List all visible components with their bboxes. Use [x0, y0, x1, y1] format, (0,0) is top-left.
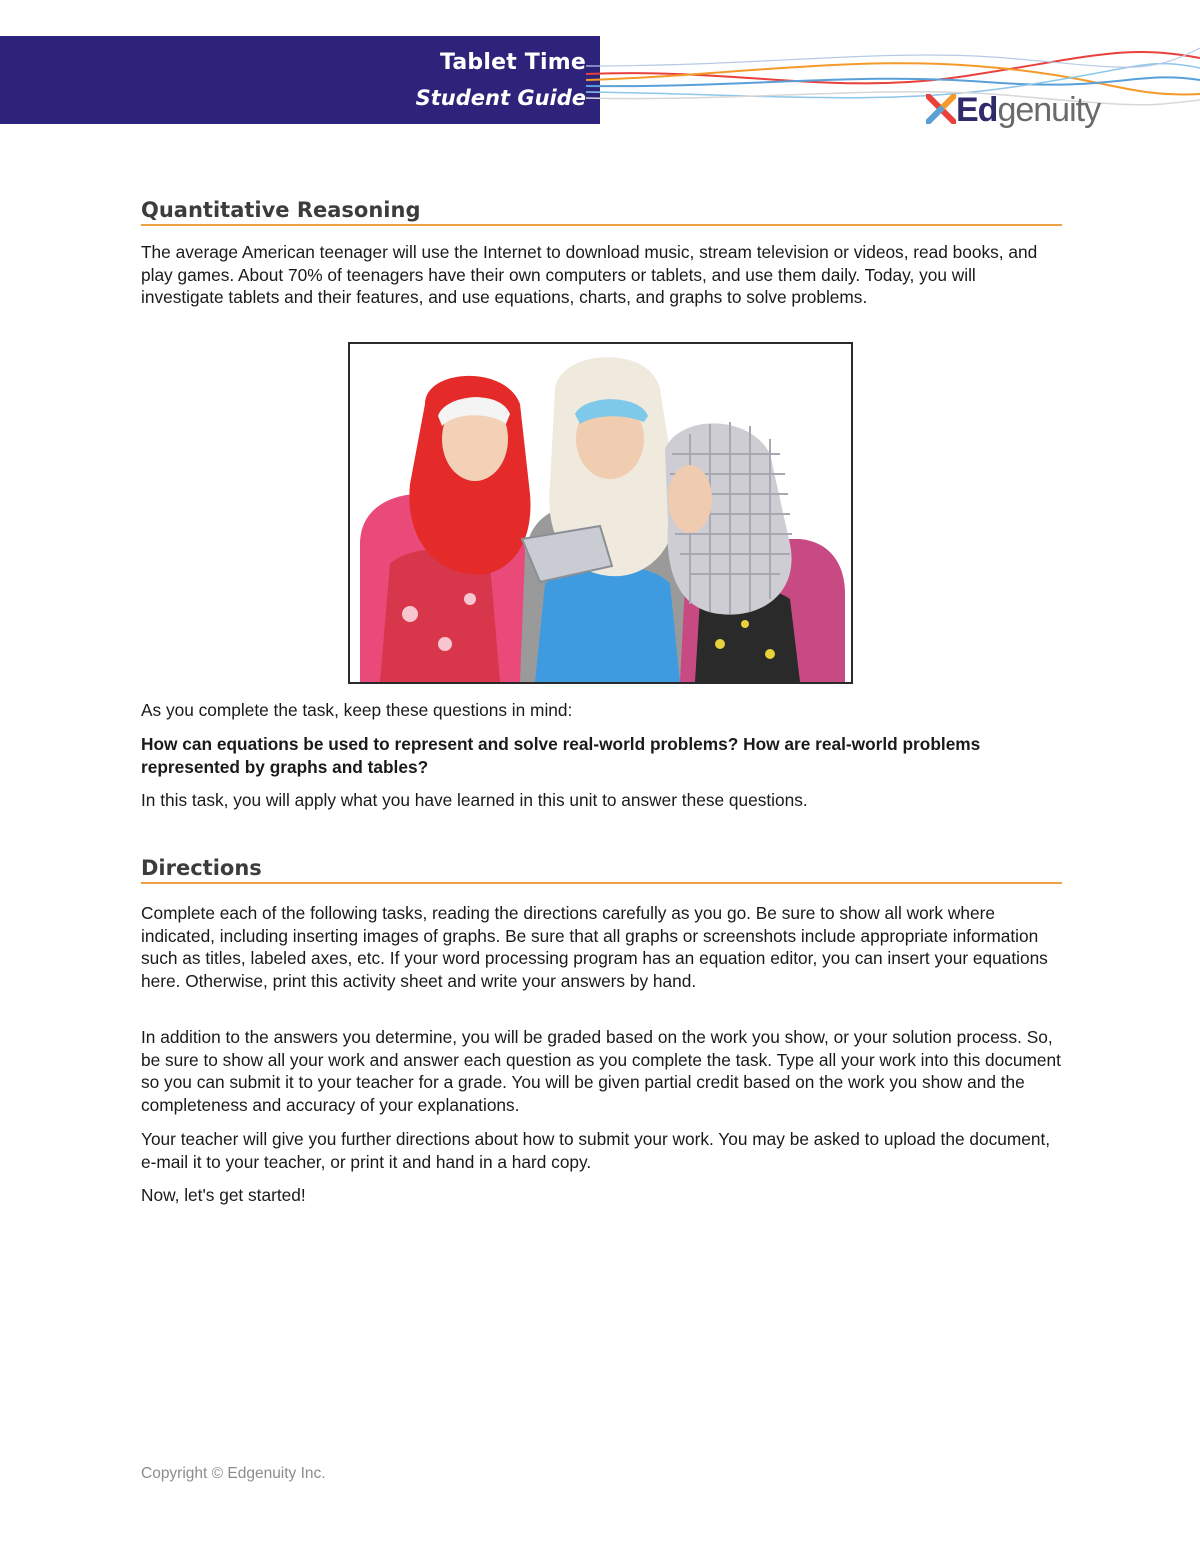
questions-lead: As you complete the task, keep these questions in mind: — [141, 700, 573, 720]
edgenuity-logo — [926, 90, 1101, 130]
document-title: Tablet Time — [440, 50, 586, 75]
document-subtitle: Student Guide — [415, 86, 586, 110]
apply-statement: In this task, you will apply what you have learned in this unit to answer these questions. — [141, 790, 808, 810]
guiding-questions: How can equations be used to represent and solve real-world problems? How are real-world problems represented by graphs and tables? — [141, 734, 981, 777]
directions-paragraph-3: Your teacher will give you further directions about how to submit your work. You may be asked to upload the document, e-mail it to your teacher, or print it and hand in a hard copy. — [141, 1129, 1051, 1172]
copyright-footer: Copyright © Edgenuity Inc. — [141, 1465, 326, 1482]
section-heading-quantitative-reasoning: Quantitative Reasoning — [141, 198, 1062, 226]
decorative-wave-lines — [586, 36, 1200, 116]
students-with-tablet-photo — [348, 342, 853, 684]
directions-paragraph-2: In addition to the answers you determine, you will be graded based on the work you show, or your solution process. So, be sure to show all your work and answer each question as you complete the task. Type all your work into this document so you can submit it to your teacher for a grade. You will be given partial credit based on the work you show and the completeness and accuracy of your explanations. — [141, 1027, 1061, 1116]
edgenuity-x-icon — [926, 94, 956, 124]
header-banner — [0, 36, 600, 124]
directions-paragraph-4: Now, let's get started! — [141, 1185, 306, 1205]
photo-illustration — [350, 344, 851, 682]
intro-paragraph: The average American teenager will use the Internet to download music, stream television or videos, read books, and play games. About 70% of teenagers have their own computers or tablets, and use them daily. Today, you will investigate tablets and their features, and use equations, charts, and graphs to solve problems. — [141, 242, 1038, 308]
section-heading-directions: Directions — [141, 856, 1062, 884]
directions-paragraph-1: Complete each of the following tasks, reading the directions carefully as you go. Be sure to show all work where indicated, including inserting images of graphs. Be sure that all graphs or screenshots include appropriate information such as titles, labeled axes, etc. If your word processing program has an equation editor, you can insert your equations here. Otherwise, print this activity sheet and write your answers by hand. — [141, 903, 1048, 992]
logo-wordmark: Edgenuity — [956, 91, 1101, 129]
